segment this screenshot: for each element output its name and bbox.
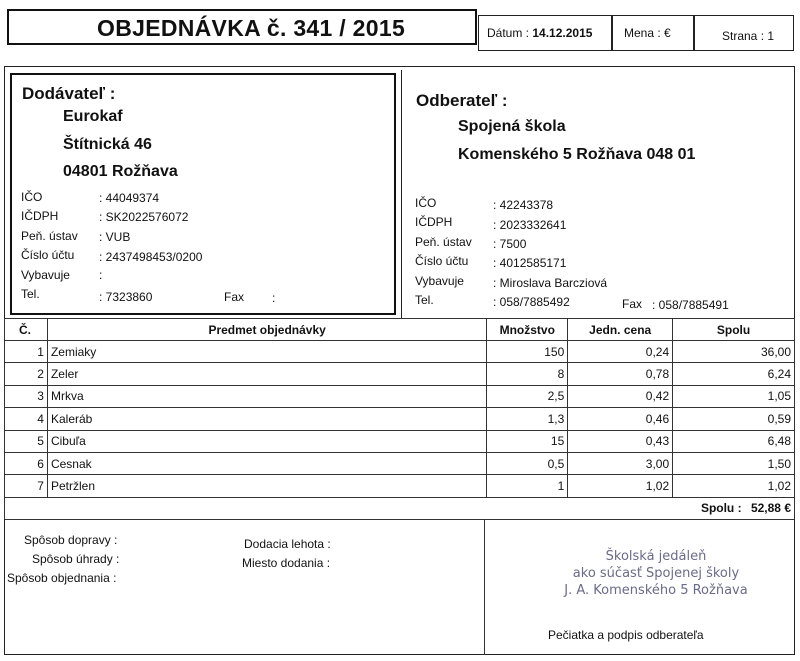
table-row [5, 385, 795, 407]
delivery-place-label: Miesto dodania : [242, 556, 331, 570]
supplier-fax-label: Fax [224, 290, 245, 304]
row-item: Mrkva [47, 385, 486, 407]
row-item: Zeler [47, 363, 486, 385]
row-item: Kaleráb [47, 408, 486, 430]
items-table [4, 318, 795, 520]
customer-divider [401, 70, 402, 318]
date-field [487, 26, 592, 40]
transport-label: Spôsob dopravy : [24, 533, 118, 547]
row-qty: 1 [487, 475, 568, 497]
customer-tel: : 058/7885492 [493, 295, 570, 309]
row-no: 3 [5, 385, 48, 407]
row-price: 0,46 [568, 408, 673, 430]
sum-spacer [5, 497, 568, 519]
stamp-line-3: J. A. Komenského 5 Rožňava [564, 583, 748, 598]
table-row [5, 408, 795, 430]
payment-label: Spôsob úhrady : [32, 552, 120, 566]
row-item: Petržlen [47, 475, 486, 497]
row-total: 36,00 [673, 341, 795, 363]
date-value: 14.12.2015 [532, 26, 593, 40]
col-total-header: Spolu [673, 319, 795, 341]
supplier-ico: : 44049374 [99, 191, 160, 205]
customer-icdph-label: IČDPH [415, 215, 453, 229]
customer-ico: : 42243378 [493, 198, 554, 212]
row-total: 1,50 [673, 452, 795, 474]
order-title: OBJEDNÁVKA č. 341 / 2015 [97, 15, 406, 41]
currency-label: Mena : [624, 26, 661, 40]
supplier-street: Štítnická 46 [63, 136, 152, 153]
customer-handler-label: Vybavuje [415, 274, 464, 288]
currency-value: € [664, 26, 671, 40]
col-price-header: Jedn. cena [568, 319, 673, 341]
delivery-term-label: Dodacia lehota : [244, 537, 331, 551]
currency-field [624, 26, 671, 40]
col-item-header: Predmet objednávky [47, 319, 486, 341]
customer-handler: : Miroslava Barcziová [493, 276, 608, 290]
row-price: 0,78 [568, 363, 673, 385]
table-row [5, 452, 795, 474]
supplier-account: : 2437498453/0200 [99, 250, 203, 264]
supplier-tel-label: Tel. [21, 287, 40, 301]
stamp-line-1: Školská jedáleň [605, 549, 707, 564]
date-label: Dátum : [487, 26, 530, 40]
ordering-label: Spôsob objednania : [7, 571, 117, 585]
supplier-handler: : [99, 268, 103, 282]
supplier-fax: : [272, 291, 276, 305]
row-qty: 8 [487, 363, 568, 385]
row-item: Zemiaky [47, 341, 486, 363]
stamp-line-2: ako súčasť Spojenej školy [572, 566, 740, 581]
supplier-handler-label: Vybavuje [21, 268, 70, 282]
sum-label: Spolu : [700, 501, 742, 516]
customer-address: Komenského 5 Rožňava 048 01 [458, 146, 696, 163]
col-no-header: Č. [5, 319, 48, 341]
row-total: 1,02 [673, 475, 795, 497]
supplier-city: 04801 Rožňava [63, 163, 178, 180]
customer-fax: : 058/7885491 [652, 298, 729, 312]
row-qty: 2,5 [487, 385, 568, 407]
customer-account-label: Číslo účtu [415, 254, 469, 268]
footer-divider [484, 519, 485, 655]
school-stamp [536, 548, 776, 599]
supplier-ico-label: IČO [21, 190, 43, 204]
customer-bank-label: Peň. ústav [415, 235, 472, 249]
customer-icdph: : 2023332641 [493, 218, 567, 232]
row-no: 5 [5, 430, 48, 452]
row-no: 7 [5, 475, 48, 497]
row-qty: 15 [487, 430, 568, 452]
customer-bank: : 7500 [493, 237, 527, 251]
table-row [5, 363, 795, 385]
row-total: 1,05 [673, 385, 795, 407]
row-price: 0,24 [568, 341, 673, 363]
page-label: Strana : [722, 29, 765, 43]
supplier-account-label: Číslo účtu [21, 248, 75, 262]
table-row [5, 475, 795, 497]
supplier-name: Eurokaf [63, 108, 123, 125]
supplier-tel: : 7323860 [99, 290, 153, 304]
supplier-bank: : VUB [99, 230, 131, 244]
row-qty: 0,5 [487, 452, 568, 474]
customer-account: : 4012585171 [493, 256, 567, 270]
page-field [722, 29, 774, 43]
sum-value: 52,88 € [750, 501, 791, 516]
row-total: 6,24 [673, 363, 795, 385]
customer-fax-label: Fax [622, 297, 643, 311]
table-sum-row [5, 497, 795, 519]
row-no: 4 [5, 408, 48, 430]
customer-tel-label: Tel. [415, 293, 434, 307]
customer-title: Odberateľ : [416, 91, 508, 110]
row-qty: 150 [487, 341, 568, 363]
row-price: 1,02 [568, 475, 673, 497]
row-no: 6 [5, 452, 48, 474]
row-item: Cibuľa [47, 430, 486, 452]
customer-ico-label: IČO [415, 196, 437, 210]
row-price: 0,43 [568, 430, 673, 452]
row-price: 0,42 [568, 385, 673, 407]
customer-name: Spojená škola [458, 118, 566, 135]
page-value: 1 [767, 29, 775, 43]
table-row [5, 341, 795, 363]
row-total: 6,48 [673, 430, 795, 452]
col-qty-header: Množstvo [487, 319, 568, 341]
sum-cell [568, 497, 795, 519]
row-item: Cesnak [47, 452, 486, 474]
supplier-bank-label: Peň. ústav [21, 229, 78, 243]
supplier-icdph: : SK2022576072 [99, 210, 189, 224]
row-no: 1 [5, 341, 48, 363]
row-qty: 1,3 [487, 408, 568, 430]
row-price: 3,00 [568, 452, 673, 474]
supplier-title: Dodávateľ : [22, 84, 116, 103]
signature-label: Pečiatka a podpis odberateľa [548, 628, 704, 642]
supplier-icdph-label: IČDPH [21, 209, 59, 223]
row-total: 0,59 [673, 408, 795, 430]
row-no: 2 [5, 363, 48, 385]
table-header-row [5, 319, 795, 341]
table-row [5, 430, 795, 452]
